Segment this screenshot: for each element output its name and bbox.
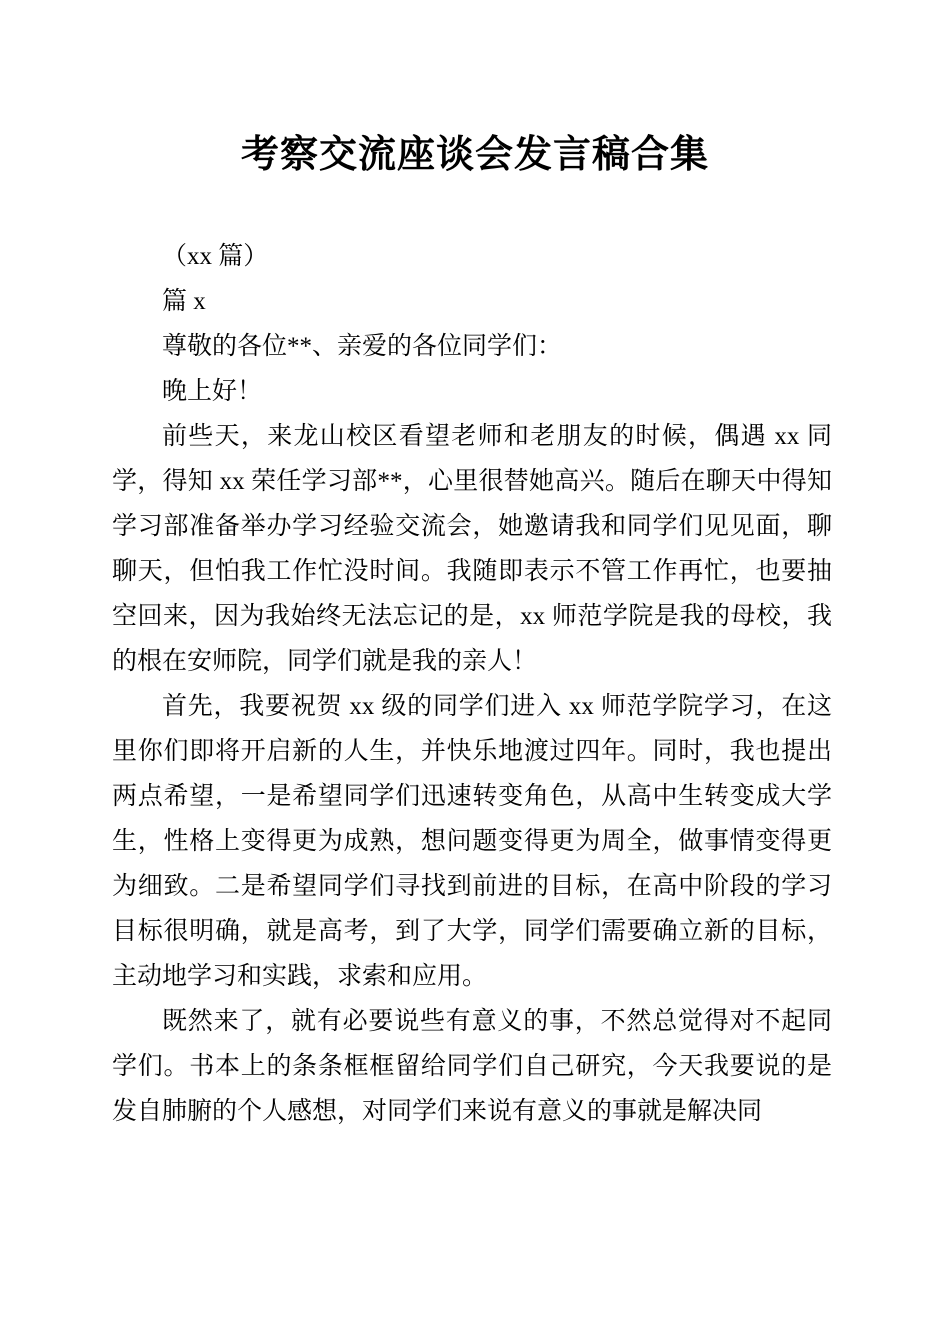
paragraph-greeting: 晚上好！ xyxy=(162,378,263,405)
paragraph-count-note: （xx 篇） xyxy=(162,243,269,270)
paragraph-body-3: 既然来了，就有必要说些有意义的事，不然总觉得对不起同学们。书本上的条条框框留给同学们自己研究，今天我要说的是发自肺腑的个人感想，对同学们来说有意义的事就是解决同 xyxy=(112,1008,832,1125)
paragraph-body-2: 首先，我要祝贺 xx 级的同学们进入 xx 师范学院学习，在这里你们即将开启新的人生，并快乐地渡过四年。同时，我也提出两点希望，一是希望同学们迅速转变角色，从高中生转变成大学生，性格上变得更为成熟，想问题变得更为周全，做事情变得更为细致。二是希望同学们寻找到前进的目标，在高中阶段的学习目标很明确，就是高考，到了大学，同学们需要确立新的目标，主动地学习和实践，求索和应用。 xyxy=(112,693,832,990)
paragraph-body-1: 前些天，来龙山校区看望老师和老朋友的时候，偶遇 xx 同学，得知 xx 荣任学习部**，心里很替她高兴。随后在聊天中得知学习部准备举办学习经验交流会，她邀请我和同学们见见面，聊聊天，但怕我工作忙没时间。我随即表示不管工作再忙，也要抽空回来，因为我始终无法忘记的是，xx 师范学院是我的母校，我的根在安师院，同学们就是我的亲人！ xyxy=(112,423,832,675)
paragraph-section-label: 篇 x xyxy=(162,288,206,315)
document-body xyxy=(0,234,950,1134)
paragraph-salutation: 尊敬的各位**、亲爱的各位同学们： xyxy=(162,333,563,360)
document-title: 考察交流座谈会发言稿合集 xyxy=(240,134,709,176)
